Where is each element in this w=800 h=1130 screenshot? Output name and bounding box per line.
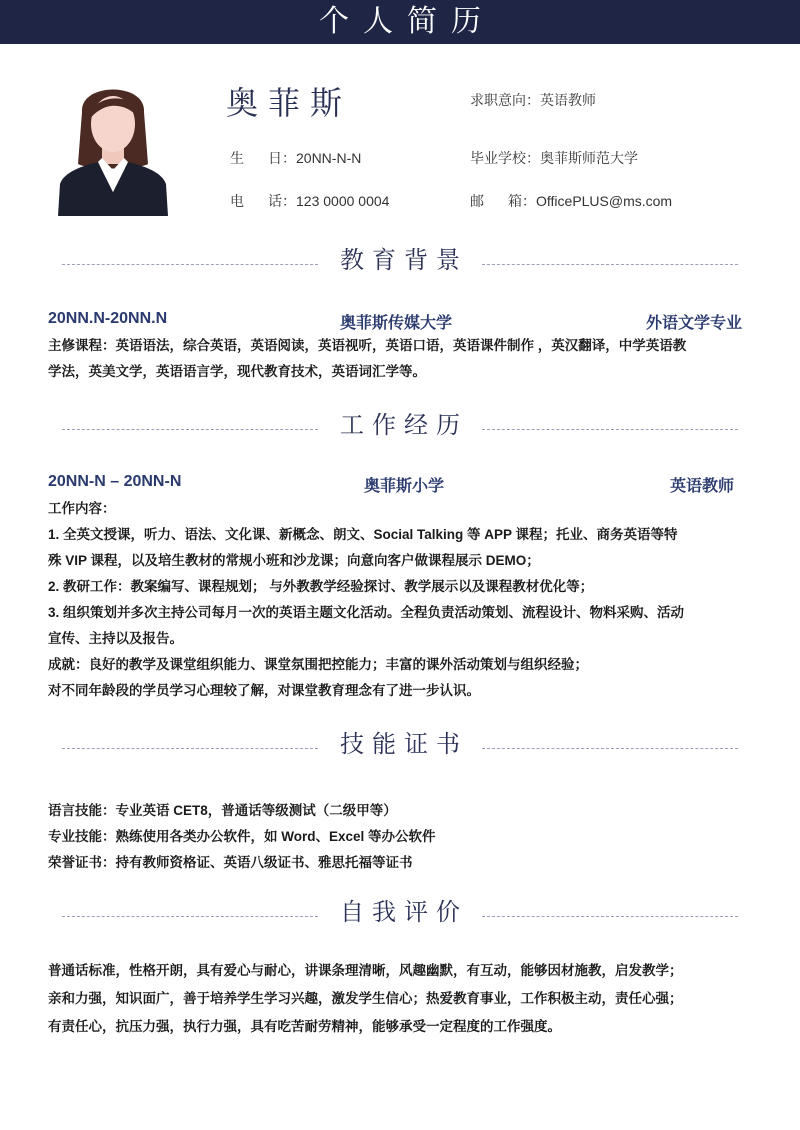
phone-label-2: 话： xyxy=(268,193,296,209)
work-line: 3. 组织策划并多次主持公司每月一次的英语主题文化活动。全程负责活动策划、流程设计、物料采购、活动 xyxy=(48,605,685,620)
education-major: 外语文学专业 xyxy=(645,315,742,332)
skills-section-header xyxy=(62,730,738,760)
birth-label-1: 生 xyxy=(230,150,268,166)
work-section-header xyxy=(62,411,738,441)
self-eval-line: 亲和力强，知识面广，善于培养学生学习兴趣，激发学生信心；热爱教育事业，工作积极主动，责任心强； xyxy=(48,991,683,1006)
work-line: 成就：良好的教学及课堂组织能力、课堂氛围把控能力；丰富的课外活动策划与组织经验； xyxy=(48,657,588,672)
divider-left xyxy=(62,429,318,430)
divider-right xyxy=(482,916,738,917)
school-label: 毕业学校： xyxy=(470,150,540,166)
job-label: 求职意向： xyxy=(470,92,540,108)
skill-line: 语言技能：专业英语 CET8，普通话等级测试（二级甲等） xyxy=(48,803,397,818)
birth-value: 20NN-N-N xyxy=(296,150,362,166)
education-school: 奥菲斯传媒大学 xyxy=(340,315,453,332)
job-intention xyxy=(470,90,596,110)
self-eval-line: 普通话标准，性格开朗，具有爱心与耐心，讲课条理清晰，风趣幽默，有互动，能够因材施教，启发教学； xyxy=(48,963,683,978)
birth-date xyxy=(230,148,361,168)
avatar xyxy=(52,72,174,216)
education-line: 主修课程：英语语法，综合英语，英语阅读，英语视听，英语口语，英语课件制作 ，英汉翻译，中学英语教 xyxy=(48,338,687,353)
divider-left xyxy=(62,264,318,265)
graduate-school xyxy=(470,148,638,168)
email xyxy=(470,191,672,211)
email-label-1: 邮 xyxy=(470,193,508,209)
self-eval-section-header xyxy=(62,898,738,928)
education-line: 学法，英美文学，英语语言学，现代教育技术，英语词汇学等。 xyxy=(48,364,426,379)
email-value: OfficePLUS@ms.com xyxy=(536,193,673,209)
phone-label-1: 电 xyxy=(230,193,268,209)
school-value: 奥菲斯师范大学 xyxy=(540,150,638,166)
phone xyxy=(230,191,389,211)
education-row xyxy=(48,310,746,330)
job-value: 英语教师 xyxy=(540,92,596,108)
work-section-title: 工作经历 xyxy=(340,412,468,439)
skill-line: 专业技能：熟练使用各类办公软件，如 Word、Excel 等办公软件 xyxy=(48,829,436,844)
education-period: 20NN.N-20NN.N xyxy=(48,310,168,327)
work-details xyxy=(48,496,758,704)
skill-line: 荣誉证书：持有教师资格证、英语八级证书、雅思托福等证书 xyxy=(48,855,413,870)
work-company: 奥菲斯小学 xyxy=(364,478,445,495)
divider-right xyxy=(482,264,738,265)
skills-details xyxy=(48,798,758,876)
education-section-header xyxy=(62,246,738,276)
self-eval-section-title: 自我评价 xyxy=(340,899,468,926)
work-period: 20NN-N – 20NN-N xyxy=(48,473,182,490)
resume-title-bar xyxy=(0,0,800,44)
work-line: 宣传、主持以及报告。 xyxy=(48,631,183,646)
divider-right xyxy=(482,429,738,430)
email-label-2: 箱： xyxy=(508,193,536,209)
self-eval-line: 有责任心，抗压力强，执行力强，具有吃苦耐劳精神，能够承受一定程度的工作强度。 xyxy=(48,1019,561,1034)
skills-section-title: 技能证书 xyxy=(340,731,468,758)
phone-value: 123 0000 0004 xyxy=(296,193,390,209)
self-eval-details xyxy=(48,957,758,1041)
education-section-title: 教育背景 xyxy=(340,247,468,274)
divider-left xyxy=(62,748,318,749)
birth-label-2: 日： xyxy=(268,150,296,166)
work-line: 2. 教研工作：教案编写、课程规划； 与外教教学经验探讨、教学展示以及课程教材优化等； xyxy=(48,579,594,594)
work-line: 工作内容： xyxy=(48,501,116,516)
resume-title: 个人简历 xyxy=(319,5,495,38)
divider-right xyxy=(482,748,738,749)
work-line: 对不同年龄段的学员学习心理较了解，对课堂教育理念有了进一步认识。 xyxy=(48,683,480,698)
work-position: 英语教师 xyxy=(669,478,734,495)
candidate-name: 奥菲斯 xyxy=(226,85,353,121)
education-courses xyxy=(48,333,758,385)
work-row xyxy=(48,473,746,493)
work-line: 1. 全英文授课，听力、语法、文化课、新概念、朗文、Social Talking 等 APP 课程；托业、商务英语等特 xyxy=(48,527,678,542)
work-line: 殊 VIP 课程，以及培生教材的常规小班和沙龙课；向意向客户做课程展示 DEMO； xyxy=(48,553,540,568)
divider-left xyxy=(62,916,318,917)
